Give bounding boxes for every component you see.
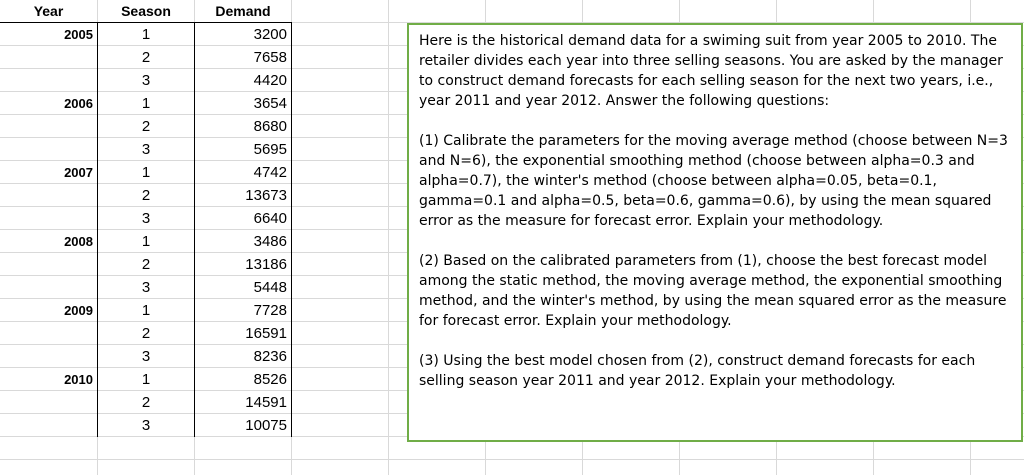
year-cell[interactable]: 2008 bbox=[64, 234, 93, 249]
season-cell[interactable]: 1 bbox=[141, 371, 151, 388]
year-cell[interactable]: 2007 bbox=[64, 165, 93, 180]
season-cell[interactable]: 3 bbox=[141, 279, 151, 296]
year-cell[interactable] bbox=[0, 69, 97, 92]
year-cell[interactable] bbox=[0, 253, 97, 276]
season-cell[interactable]: 3 bbox=[141, 210, 151, 227]
year-cell[interactable] bbox=[0, 46, 97, 69]
year-cell[interactable]: 2005 bbox=[64, 27, 93, 42]
year-cell[interactable] bbox=[0, 207, 97, 230]
season-cell[interactable]: 1 bbox=[141, 95, 151, 112]
season-cell[interactable]: 2 bbox=[141, 325, 151, 342]
gridline-row bbox=[0, 459, 1024, 460]
demand-cell[interactable]: 3486 bbox=[253, 233, 287, 250]
demand-cell[interactable]: 5448 bbox=[253, 279, 287, 296]
table-border-line bbox=[291, 23, 292, 437]
year-cell[interactable] bbox=[0, 276, 97, 299]
demand-cell[interactable]: 5695 bbox=[253, 141, 287, 158]
year-cell[interactable]: 2010 bbox=[64, 372, 93, 387]
textbox-question-1: (1) Calibrate the parameters for the moving average method (choose between N=3 and N=6), the exponential smoothing method (choose between alpha=0.3 and alpha=0.7), the winter's method (choose between alpha=0.05, beta=0.1, gamma=0.1 and alpha=0.5, beta=0.6, gamma=0.6), by using the mean squared error as the measure for forecast error. Explain your methodology. bbox=[419, 133, 1008, 229]
header-demand[interactable]: Demand bbox=[215, 3, 271, 19]
demand-cell[interactable]: 13186 bbox=[245, 256, 287, 273]
gridline-column bbox=[388, 0, 389, 475]
season-cell[interactable]: 2 bbox=[141, 394, 151, 411]
season-cell[interactable]: 2 bbox=[141, 187, 151, 204]
year-cell[interactable] bbox=[0, 345, 97, 368]
textbox-question-3: (3) Using the best model chosen from (2), construct demand forecasts for each selling season year 2011 and year 2012. Explain your methodology. bbox=[419, 353, 976, 389]
season-cell[interactable]: 3 bbox=[141, 72, 151, 89]
season-cell[interactable]: 2 bbox=[141, 256, 151, 273]
season-cell[interactable]: 3 bbox=[141, 417, 151, 434]
year-cell[interactable] bbox=[0, 322, 97, 345]
header-season[interactable]: Season bbox=[121, 3, 171, 19]
textbox-question-2: (2) Based on the calibrated parameters from (1), choose the best forecast model among the static method, the moving average method, the exponential smoothing method, and the winter's method, by using the mean squared error as the measure for forecast error. Explain your methodology. bbox=[419, 253, 1007, 329]
season-cell[interactable]: 1 bbox=[141, 302, 151, 319]
demand-cell[interactable]: 13673 bbox=[245, 187, 287, 204]
year-cell[interactable] bbox=[0, 115, 97, 138]
year-cell[interactable]: 2006 bbox=[64, 96, 93, 111]
season-cell[interactable]: 2 bbox=[141, 118, 151, 135]
demand-cell[interactable]: 14591 bbox=[245, 394, 287, 411]
demand-cell[interactable]: 4420 bbox=[253, 72, 287, 89]
demand-cell[interactable]: 8680 bbox=[253, 118, 287, 135]
demand-cell[interactable]: 3200 bbox=[253, 26, 287, 43]
year-cell[interactable] bbox=[0, 391, 97, 414]
year-cell[interactable] bbox=[0, 414, 97, 437]
year-cell[interactable] bbox=[0, 138, 97, 161]
season-cell[interactable]: 1 bbox=[141, 233, 151, 250]
demand-cell[interactable]: 10075 bbox=[245, 417, 287, 434]
demand-cell[interactable]: 3654 bbox=[253, 95, 287, 112]
season-cell[interactable]: 2 bbox=[141, 49, 151, 66]
demand-cell[interactable]: 8236 bbox=[253, 348, 287, 365]
demand-cell[interactable]: 6640 bbox=[253, 210, 287, 227]
header-year[interactable]: Year bbox=[33, 3, 64, 19]
season-cell[interactable]: 1 bbox=[141, 164, 151, 181]
season-cell[interactable]: 1 bbox=[141, 26, 151, 43]
demand-cell[interactable]: 7728 bbox=[253, 302, 287, 319]
season-cell[interactable]: 3 bbox=[141, 348, 151, 365]
demand-cell[interactable]: 8526 bbox=[253, 371, 287, 388]
demand-cell[interactable]: 4742 bbox=[253, 164, 287, 181]
year-cell[interactable] bbox=[0, 184, 97, 207]
demand-cell[interactable]: 7658 bbox=[253, 49, 287, 66]
textbox-intro: Here is the historical demand data for a swiming suit from year 2005 to 2010. The retailer divides each year into three selling seasons. You are asked by the manager to construct demand forecasts for each selling season for the next two years, i.e., year 2011 and year 2012. Answer the following questions: bbox=[419, 33, 1003, 109]
question-textbox[interactable] bbox=[407, 23, 1023, 442]
demand-cell[interactable]: 16591 bbox=[245, 325, 287, 342]
season-cell[interactable]: 3 bbox=[141, 141, 151, 158]
year-cell[interactable]: 2009 bbox=[64, 303, 93, 318]
